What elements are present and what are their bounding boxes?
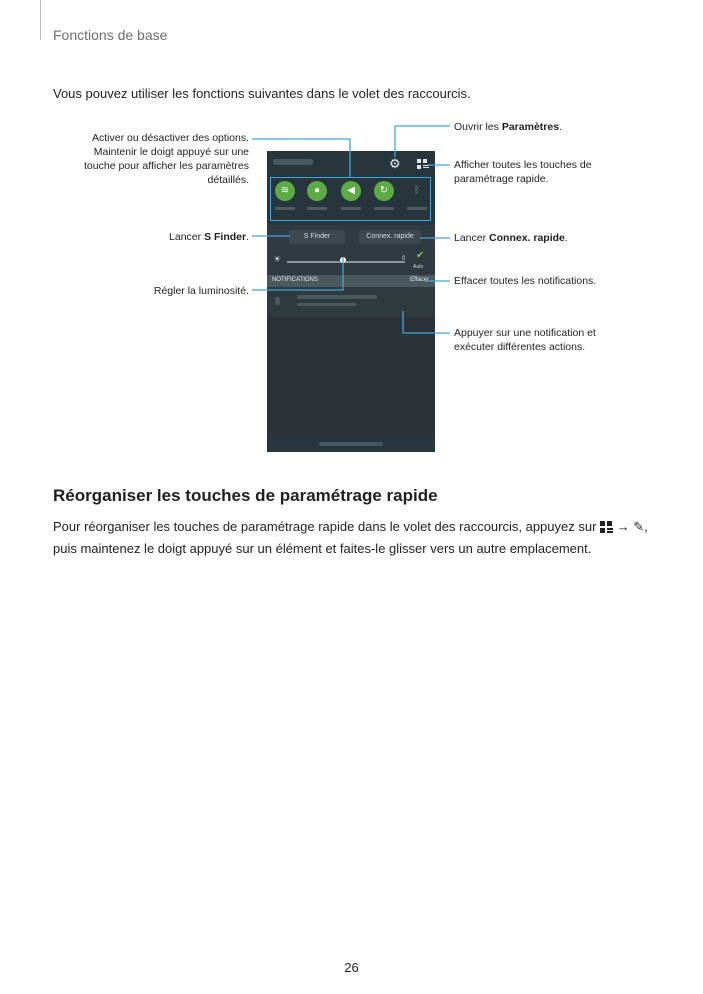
intro-text: Vous pouvez utiliser les fonctions suivantes dans le volet des raccourcis. <box>53 86 471 101</box>
callout-line: détaillés. <box>207 174 249 186</box>
leader-tap-notification <box>403 311 450 333</box>
leader-settings <box>395 126 450 157</box>
callout-line: Activer ou désactiver des options. <box>92 132 249 144</box>
notifications-label: NOTIFICATIONS <box>272 277 318 283</box>
wifi-icon[interactable]: ≋ <box>275 181 295 201</box>
callout-text: Régler la luminosité. <box>153 285 249 297</box>
callout-text: Ouvrir les <box>454 121 502 133</box>
callout-text: Effacer toutes les notifications. <box>454 275 597 287</box>
auto-check-icon[interactable]: ✔ <box>416 250 425 261</box>
callout-bold: S Finder <box>204 231 247 243</box>
callout-line: paramétrage rapide. <box>454 173 549 185</box>
sound-icon[interactable]: ◀ <box>341 181 361 201</box>
rotation-icon[interactable]: ↻ <box>374 181 394 201</box>
leader-toggle-options <box>252 139 350 177</box>
brightness-icon: ☀ <box>273 254 282 264</box>
brightness-value: 0 <box>402 256 406 262</box>
bluetooth-icon[interactable]: ᛒ <box>414 185 420 196</box>
callout-line: Appuyer sur une notification et <box>454 327 596 339</box>
callout-text: . <box>559 121 562 133</box>
s-finder-button[interactable]: S Finder <box>289 230 345 244</box>
callout-line: Afficher toutes les touches de <box>454 159 592 171</box>
arrow-icon: → <box>613 519 634 534</box>
body-paragraph <box>53 516 673 560</box>
body-text: , puis maintenez le doigt appuyé sur un élément et faites-le glisser vers un autre emplacement. <box>53 519 648 556</box>
location-icon[interactable]: ● <box>307 181 327 201</box>
callout-text: . <box>564 232 568 244</box>
callout-bold: Paramètres <box>501 121 560 133</box>
callout-line: exécuter différentes actions. <box>454 341 586 353</box>
edit-pencil-icon: ✎ <box>633 519 645 534</box>
clear-button[interactable]: Effacer <box>410 277 429 283</box>
callout-bold: Connex. rapide <box>489 232 565 244</box>
auto-label: Auto <box>413 264 424 270</box>
callout-line: touche pour afficher les paramètres <box>84 160 249 172</box>
settings-gear-icon[interactable]: ⚙ <box>389 156 401 171</box>
quick-connect-button[interactable]: Connex. rapide <box>359 230 421 244</box>
callout-text: Lancer <box>169 231 205 243</box>
quick-settings-grid-icon <box>600 521 613 533</box>
callout-text: Lancer <box>454 232 490 244</box>
callout-text: . <box>246 231 249 243</box>
body-text: Pour réorganiser les touches de paramétrage rapide dans le volet des raccourcis, appuyez sur <box>53 519 601 534</box>
section-heading: Réorganiser les touches de paramétrage rapide <box>53 486 438 505</box>
section-title: Fonctions de base <box>53 27 168 43</box>
callout-line: Maintenir le doigt appuyé sur une <box>93 146 249 158</box>
page-number: 26 <box>344 960 359 975</box>
leader-brightness <box>252 257 343 290</box>
